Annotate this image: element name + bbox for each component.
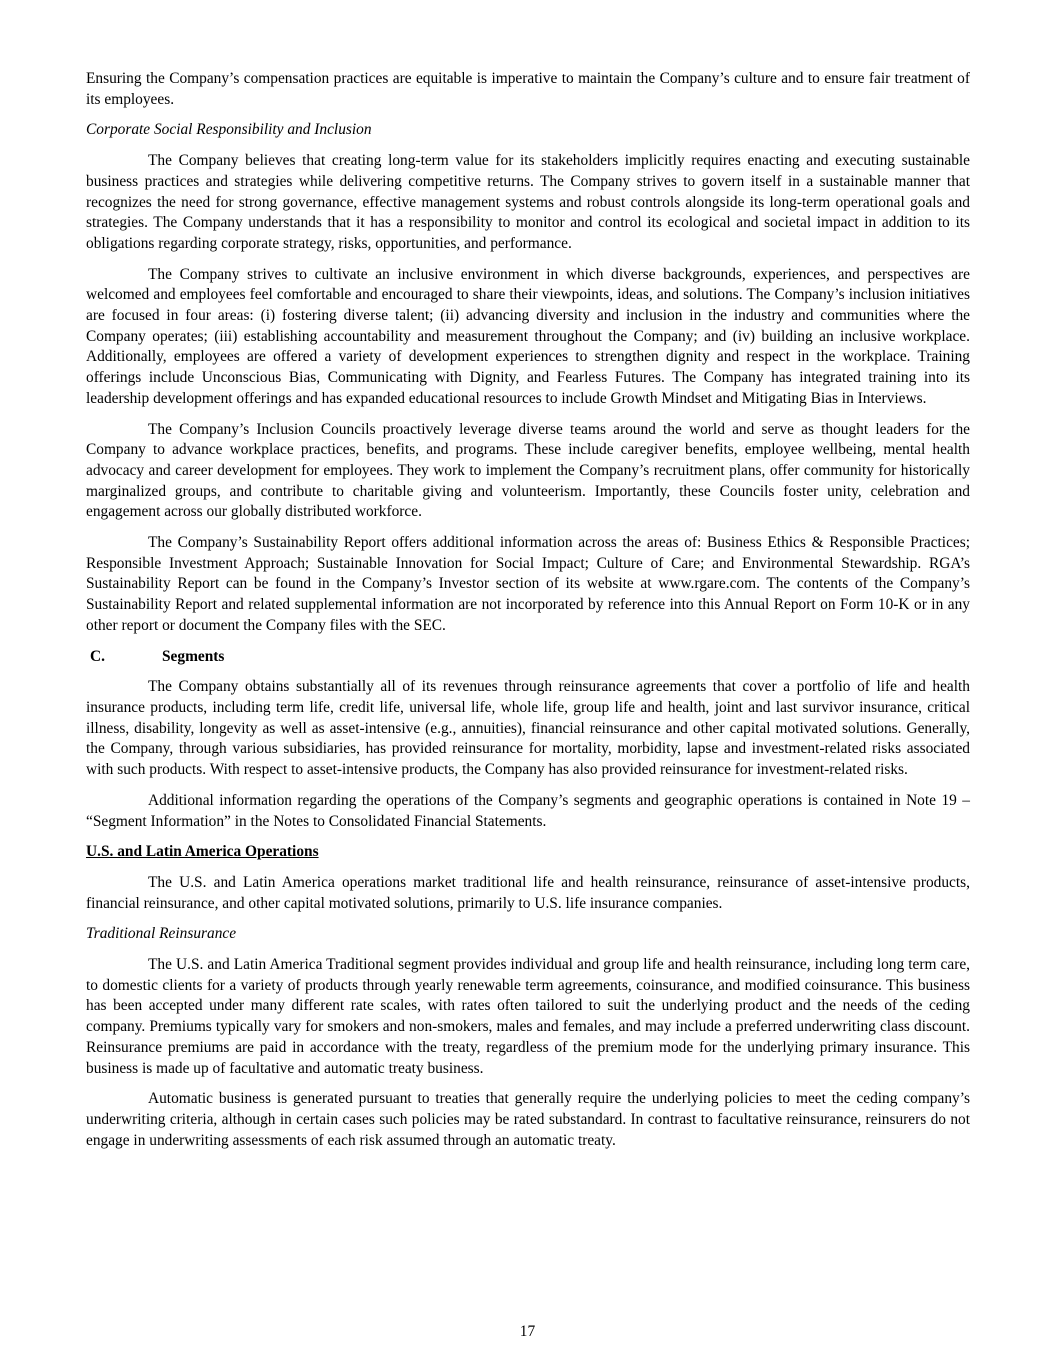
paragraph: The U.S. and Latin America operations market traditional life and health reinsurance, reinsurance of asset-intensive products, financial reinsurance, and other capital motivated solutions, primarily to U.S. life insurance companies. <box>86 873 970 912</box>
paragraph: Automatic business is generated pursuant to treaties that generally require the underlying policies to meet the ceding company’s underwriting criteria, although in certain cases such policies may be rated substandard. In contrast to facultative reinsurance, reinsurers do not engage in underwriting assessments of each risk assumed through an automatic treaty. <box>86 1090 970 1149</box>
italic-subheading: Traditional Reinsurance <box>86 925 237 943</box>
paragraph: The Company strives to cultivate an inclusive environment in which diverse backgrounds, experiences, and perspectives are welcomed and employees feel comfortable and encouraged to share their viewpoints, ideas, and solutions. The Company’s inclusion initiatives are focused in four areas: (i) fostering diverse talent; (ii) advancing diversity and inclusion in the industry and communities where the Company operates; (iii) establishing accountability and measurement throughout the Company; and (iv) building an inclusive workplace. Additionally, employees are offered a variety of development experiences to strengthen dignity and respect in the workplace. Training offerings include Unconscious Bias, Communicating with Dignity, and Fearless Futures. The Company has integrated training into its leadership development offerings and has expanded educational resources to include Growth Mindset and Mitigating Bias in Interviews. <box>86 265 970 407</box>
italic-subheading: Corporate Social Responsibility and Inclusion <box>86 121 372 139</box>
section-heading <box>86 647 970 668</box>
paragraph: Ensuring the Company’s compensation practices are equitable is imperative to maintain the Company’s culture and to ensure fair treatment of its employees. <box>86 70 970 108</box>
subsection-heading: U.S. and Latin America Operations <box>86 843 319 861</box>
paragraph: The U.S. and Latin America Traditional segment provides individual and group life and health reinsurance, including long term care, to domestic clients for a variety of products through yearly renewable term agreements, coinsurance, and modified coinsurance. This business has been accepted under many different rate scales, with rates often tailored to suit the underlying product and the needs of the ceding company. Premiums typically vary for smokers and non-smokers, males and females, and may include a preferred underwriting class discount. Reinsurance premiums are paid in accordance with the treaty, regardless of the premium mode for the underlying primary insurance. This business is made up of facultative and automatic treaty business. <box>86 956 970 1077</box>
paragraph: Additional information regarding the operations of the Company’s segments and geographic operations is contained in Note 19 – “Segment Information” in the Notes to Consolidated Financial Statements. <box>86 791 970 830</box>
section-title: Segments <box>162 647 225 665</box>
paragraph: The Company obtains substantially all of its revenues through reinsurance agreements that cover a portfolio of life and health insurance products, including term life, credit life, universal life, whole life, group life and health, joint and last survivor insurance, critical illness, disability, longevity as well as asset-intensive (e.g., annuities), financial reinsurance and other capital motivated solutions. Generally, the Company, through various subsidiaries, has provided reinsurance for mortality, morbidity, lapse and investment-related risks associated with such products. With respect to asset-intensive products, the Company has also provided reinsurance for investment-related risks. <box>86 678 970 779</box>
paragraph: The Company’s Inclusion Councils proactively leverage diverse teams around the world and serve as thought leaders for the Company to advance workplace practices, benefits, and programs. These include caregiver benefits, employee wellbeing, mental health advocacy and career development for employees. They work to implement the Company’s recruitment plans, offer community for historically marginalized groups, and contribute to charitable giving and volunteerism. Importantly, these Councils foster unity, celebration and engagement across our globally distributed workforce. <box>86 420 970 521</box>
document-body <box>86 69 970 1161</box>
paragraph: The Company’s Sustainability Report offers additional information across the areas of: Business Ethics & Responsible Practices; Responsible Investment Approach; Sustainable Innovation for Social Impact; Culture of Care; and Environmental Stewardship. RGA’s Sustainability Report can be found in the Company’s Investor section of its website at www.rgare.com. The contents of the Company’s Sustainability Report and related supplemental information are not incorporated by reference into this Annual Report on Form 10-K or in any other report or document the Company files with the SEC. <box>86 534 970 634</box>
section-letter: C. <box>90 647 105 665</box>
paragraph: The Company believes that creating long-term value for its stakeholders implicitly requires enacting and executing sustainable business practices and strategies while delivering competitive returns. The Company strives to govern itself in a sustainable manner that recognizes the need for strong governance, effective management systems and robust controls alongside its long-term operational goals and strategies. The Company understands that it has a responsibility to monitor and control its ecological and societal impact in addition to its obligations regarding corporate strategy, risks, opportunities, and performance. <box>86 152 970 252</box>
page-number: 17 <box>519 1323 536 1340</box>
